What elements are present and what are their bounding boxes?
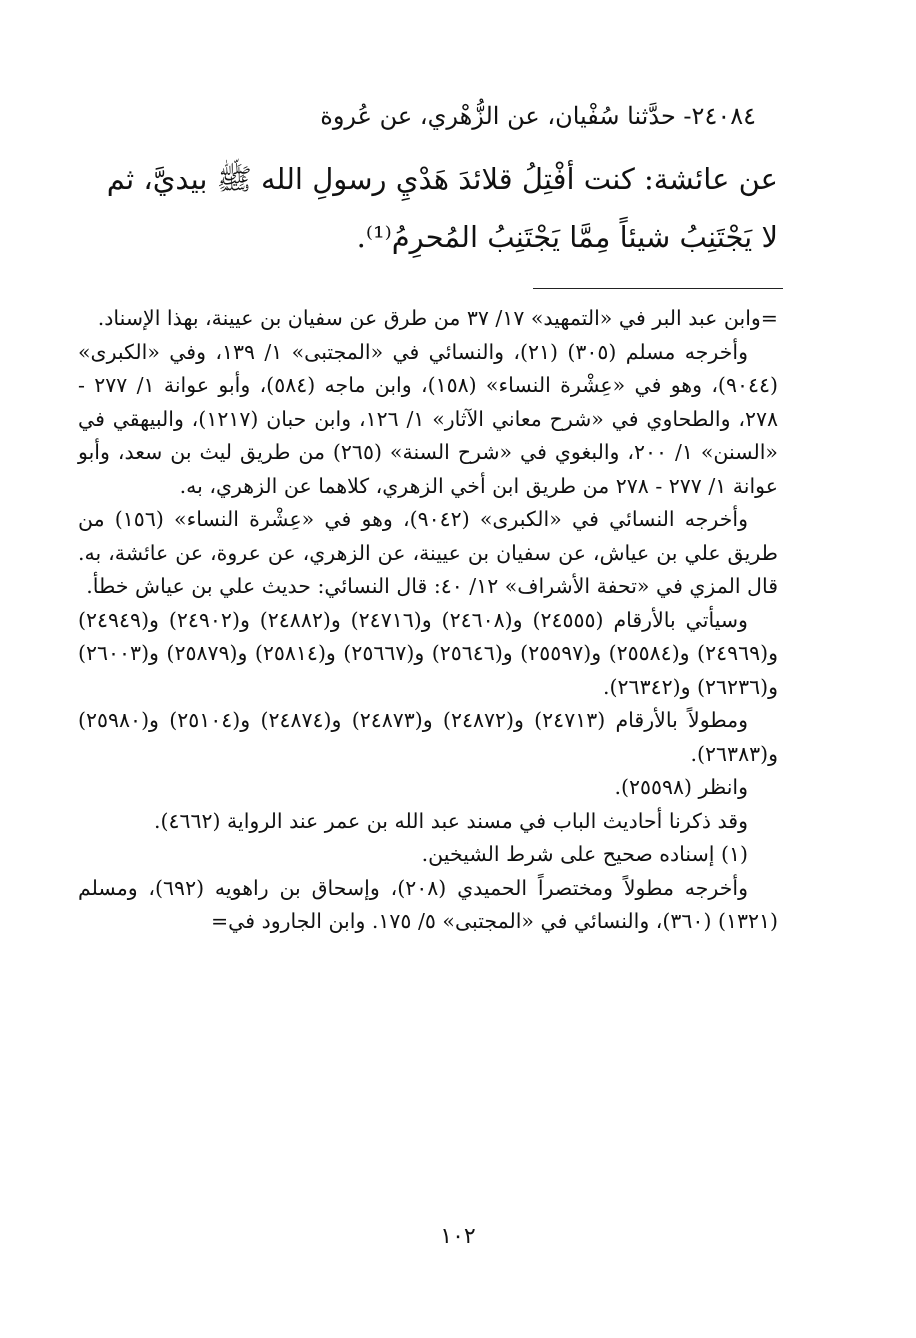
page-number: ١٠٢ xyxy=(440,1224,476,1249)
hadith-text-line-1: عن عائشة: كنت أفْتِلُ قلائدَ هَدْيِ رسولِ الله ﷺ بيديَّ، ثم xyxy=(106,162,778,196)
hadith-text-line-2: لا يَجْتَنِبُ شيئاً مِمَّا يَجْتَنِبُ المُحرِمُ⁽¹⁾. xyxy=(356,220,778,254)
footnote-paragraph: وسيأتي بالأرقام (٢٤٥٥٥) و(٢٤٦٠٨) و(٢٤٧١٦) و(٢٤٨٨٢) و(٢٤٩٠٢) و(٢٤٩٤٩) و(٢٤٩٦٩) و(٢٥٥٨٤) و(٢٥٥٩٧) و(٢٥٦٤٦) و(٢٥٦٦٧) و(٢٥٨١٤) و(٢٥٨٧٩) و(٢٦٠٠٣) و(٢٦٢٣٦) و(٢٦٣٤٢). xyxy=(78,607,779,699)
footnote-paragraph: وأخرجه مطولاً ومختصراً الحميدي (٢٠٨)، وإسحاق بن راهويه (٦٩٢)، ومسلم (١٣٢١) (٣٦٠)، والنسائي في «المجتبى» ٥/ ١٧٥. وابن الجارود في= xyxy=(78,875,778,933)
footnote-paragraph: =وابن عبد البر في «التمهيد» ١٧/ ٣٧ من طرق عن سفيان بن عيينة، بهذا الإسناد. xyxy=(97,306,778,330)
footnote-paragraph: ومطولاً بالأرقام (٢٤٧١٣) و(٢٤٨٧٢) و(٢٤٨٧٣) و(٢٤٨٧٤) و(٢٥١٠٤) و(٢٥٩٨٠) و(٢٦٣٨٣). xyxy=(78,708,778,766)
footnote-paragraph: وأخرجه النسائي في «الكبرى» (٩٠٤٢)، وهو في «عِشْرة النساء» (١٥٦) من طريق علي بن عياش، عن سفيان بن عيينة، عن الزهري، عن عروة، عن عائشة، به. قال المزي في «تحفة الأشراف» ١٢/ ٤٠: قال النسائي: حديث علي بن عياش خطأ. xyxy=(78,507,778,598)
footnote-paragraph: وأخرجه مسلم (٣٠٥) (٢١)، والنسائي في «المجتبى» ١/ ١٣٩، وفي «الكبرى» (٩٠٤٤)، وهو في «عِشْرة النساء» (١٥٨)، وابن ماجه (٥٨٤)، وأبو عوانة ١/ ٢٧٧ - ٢٧٨، والطحاوي في «شرح معاني الآثار» ١/ ١٢٦، وابن حبان (١٢١٧)، والبيهقي في «السنن» ١/ ٢٠٠، والبغوي في «شرح السنة» (٢٦٥) من طريق ليث بن سعد، وأبو عوانة ١/ ٢٧٧ - ٢٧٨ من طريق ابن أخي الزهري، كلاهما عن الزهري، به. xyxy=(78,339,778,498)
footnote-paragraph: وانظر (٢٥٥٩٨). xyxy=(614,775,748,799)
footnote-divider xyxy=(533,288,783,289)
footnotes-section xyxy=(78,302,778,939)
hadith-text xyxy=(106,150,778,266)
hadith-isnad-line: ٢٤٠٨٤- حدَّثنا سُفْيان، عن الزُّهْري، عن عُروة xyxy=(320,102,756,130)
footnote-paragraph: (١) إسناده صحيح على شرط الشيخين. xyxy=(421,842,748,866)
footnote-paragraph: وقد ذكرنا أحاديث الباب في مسند عبد الله بن عمر عند الرواية (٤٦٦٢). xyxy=(153,808,748,833)
